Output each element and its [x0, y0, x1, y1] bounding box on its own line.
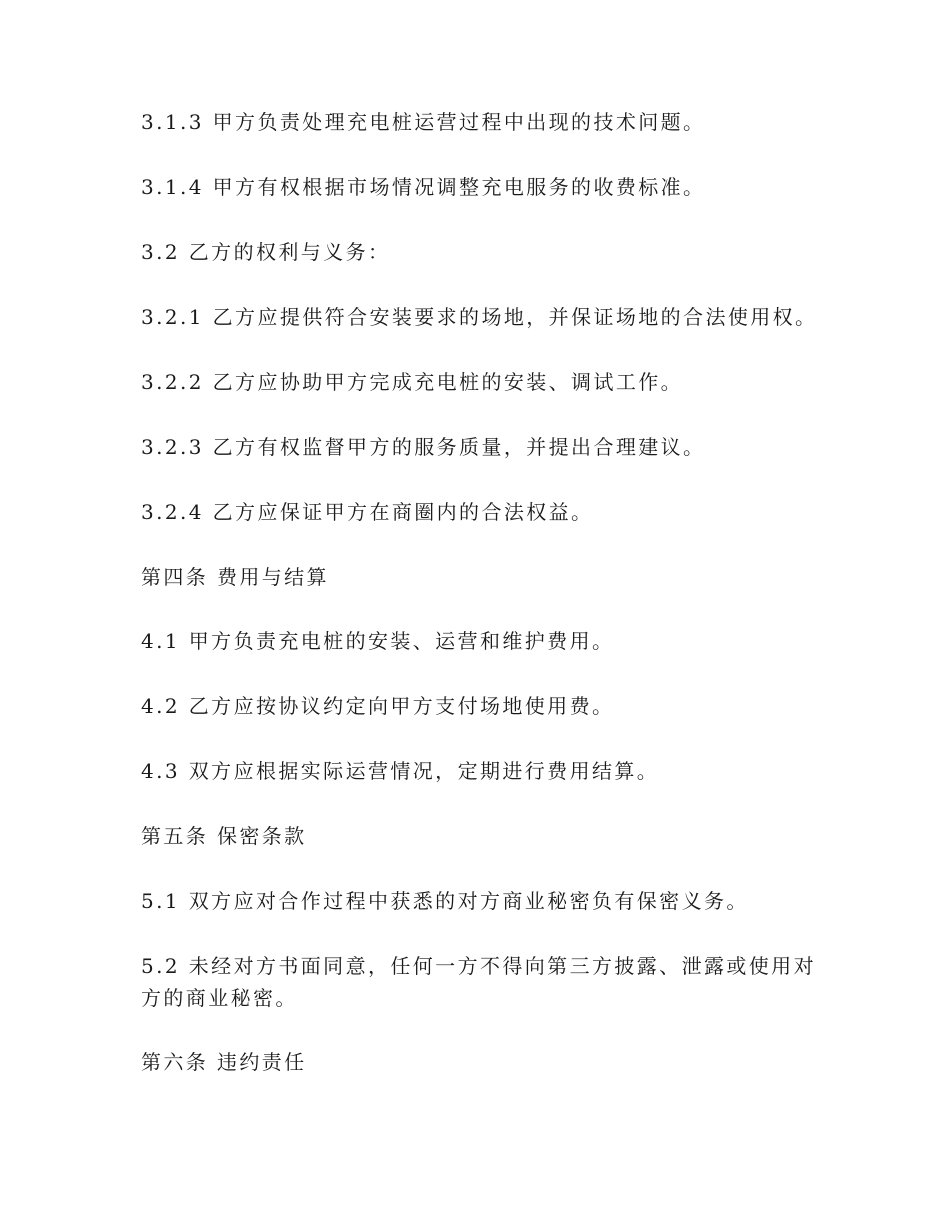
clause-3-2-4: 3.2.4 乙方应保证甲方在商圈内的合法权益。	[141, 500, 594, 524]
clause-5-2: 5.2 未经对方书面同意，任何一方不得向第三方披露、泄露或使用对方的商业秘密。	[141, 954, 816, 1010]
clause-4-2: 4.2 乙方应按协议约定向甲方支付场地使用费。	[141, 694, 615, 718]
clause-3-2-3: 3.2.3 乙方有权监督甲方的服务质量，并提出合理建议。	[141, 435, 706, 459]
clause-4-1: 4.1 甲方负责充电桩的安装、运营和维护费用。	[141, 629, 615, 653]
clause-3-1-4: 3.1.4 甲方有权根据市场情况调整充电服务的收费标准。	[141, 175, 706, 199]
article-4-heading: 第四条 费用与结算	[141, 565, 329, 589]
article-5-heading: 第五条 保密条款	[141, 824, 307, 848]
clause-3-2-2: 3.2.2 乙方应协助甲方完成充电桩的安装、调试工作。	[141, 370, 684, 394]
clause-5-1: 5.1 双方应对合作过程中获悉的对方商业秘密负有保密义务。	[141, 889, 749, 913]
clause-3-2-1: 3.2.1 乙方应提供符合安装要求的场地，并保证场地的合法使用权。	[141, 305, 818, 329]
clause-4-3: 4.3 双方应根据实际运营情况，定期进行费用结算。	[141, 759, 660, 783]
article-6-heading: 第六条 违约责任	[141, 1050, 307, 1074]
clause-3-1-3: 3.1.3 甲方负责处理充电桩运营过程中出现的技术问题。	[141, 110, 706, 134]
clause-3-2-heading: 3.2 乙方的权利与义务：	[141, 240, 391, 264]
